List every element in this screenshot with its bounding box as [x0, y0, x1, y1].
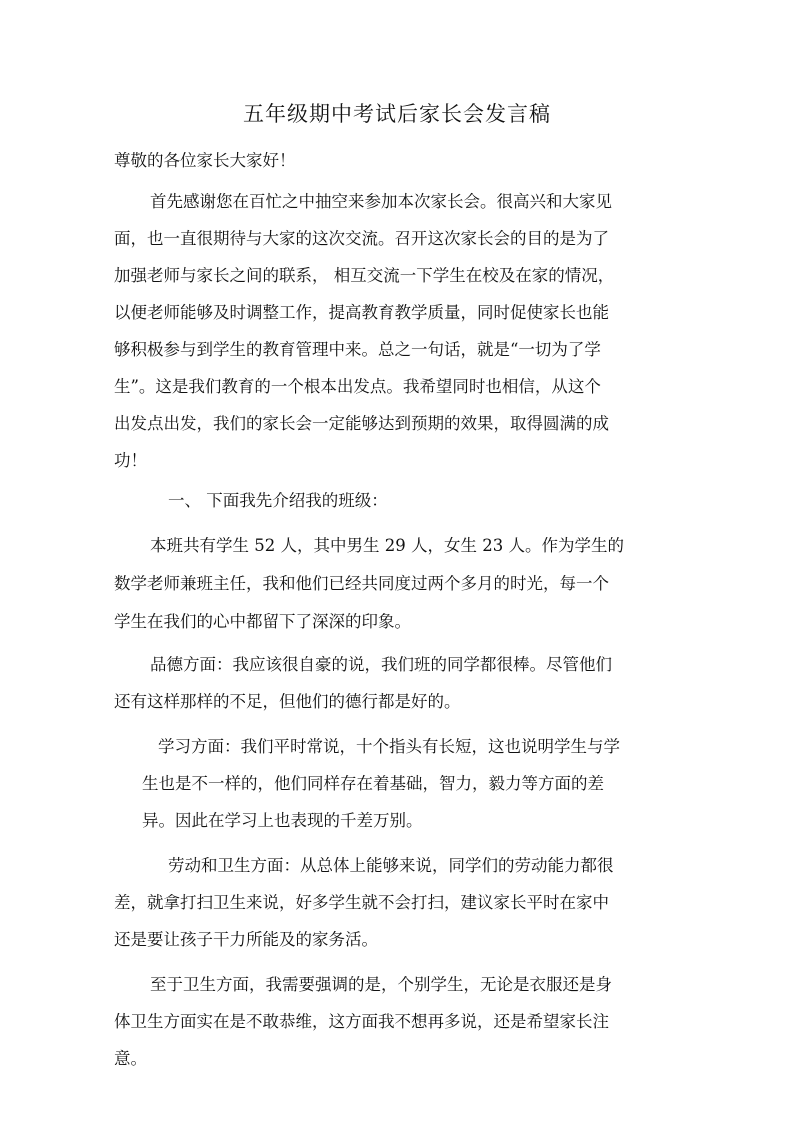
class-intro-line: 数学老师兼班主任，我和他们已经共同度过两个多月的时光，每一个 — [114, 574, 609, 593]
hygiene-line: 意。 — [114, 1049, 147, 1068]
intro-line: 生”。这是我们教育的一个根本出发点。我希望同时也相信，从这个 — [114, 377, 601, 396]
intro-line: 出发点出发，我们的家长会一定能够达到预期的效果，取得圆满的成 — [114, 414, 609, 433]
intro-line: 功！ — [114, 451, 147, 470]
class-intro-line: 本班共有学生 52 人，其中男生 29 人，女生 23 人。作为学生的 — [150, 536, 624, 555]
intro-line: 够积极参与到学生的教育管理中来。总之一句话，就是“一切为了学 — [114, 340, 601, 359]
greeting: 尊敬的各位家长大家好！ — [114, 151, 296, 170]
morality-line: 还有这样那样的不足，但他们的德行都是好的。 — [114, 692, 461, 711]
section-heading: 一、 下面我先介绍我的班级： — [168, 491, 388, 510]
study-line: 异。因此在学习上也表现的千差万别。 — [142, 811, 423, 830]
document-title: 五年级期中考试后家长会发言稿 — [243, 102, 551, 126]
intro-line: 以便老师能够及时调整工作，提高教育教学质量，同时促使家长也能 — [114, 303, 609, 322]
intro-line: 首先感谢您在百忙之中抽空来参加本次家长会。很高兴和大家见 — [150, 192, 612, 211]
study-line: 学习方面：我们平时常说，十个指头有长短，这也说明学生与学 — [158, 737, 620, 756]
intro-line: 加强老师与家长之间的联系， 相互交流一下学生在校及在家的情况， — [114, 266, 615, 285]
hygiene-line: 体卫生方面实在是不敢恭维，这方面我不想再多说，还是希望家长注 — [114, 1012, 609, 1031]
labor-line: 劳动和卫生方面：从总体上能够来说，同学们的劳动能力都很 — [168, 856, 614, 875]
study-line: 生也是不一样的，他们同样存在着基础，智力，毅力等方面的差 — [142, 774, 604, 793]
morality-line: 品德方面：我应该很自豪的说，我们班的同学都很棒。尽管他们 — [150, 655, 612, 674]
class-intro-line: 学生在我们的心中都留下了深深的印象。 — [114, 612, 411, 631]
labor-line: 还是要让孩子干力所能及的家务活。 — [114, 930, 378, 949]
intro-line: 面，也一直很期待与大家的这次交流。召开这次家长会的目的是为了 — [114, 229, 609, 248]
hygiene-line: 至于卫生方面，我需要强调的是，个别学生，无论是衣服还是身 — [150, 975, 612, 994]
labor-line: 差，就拿打扫卫生来说，好多学生就不会打扫，建议家长平时在家中 — [114, 893, 609, 912]
